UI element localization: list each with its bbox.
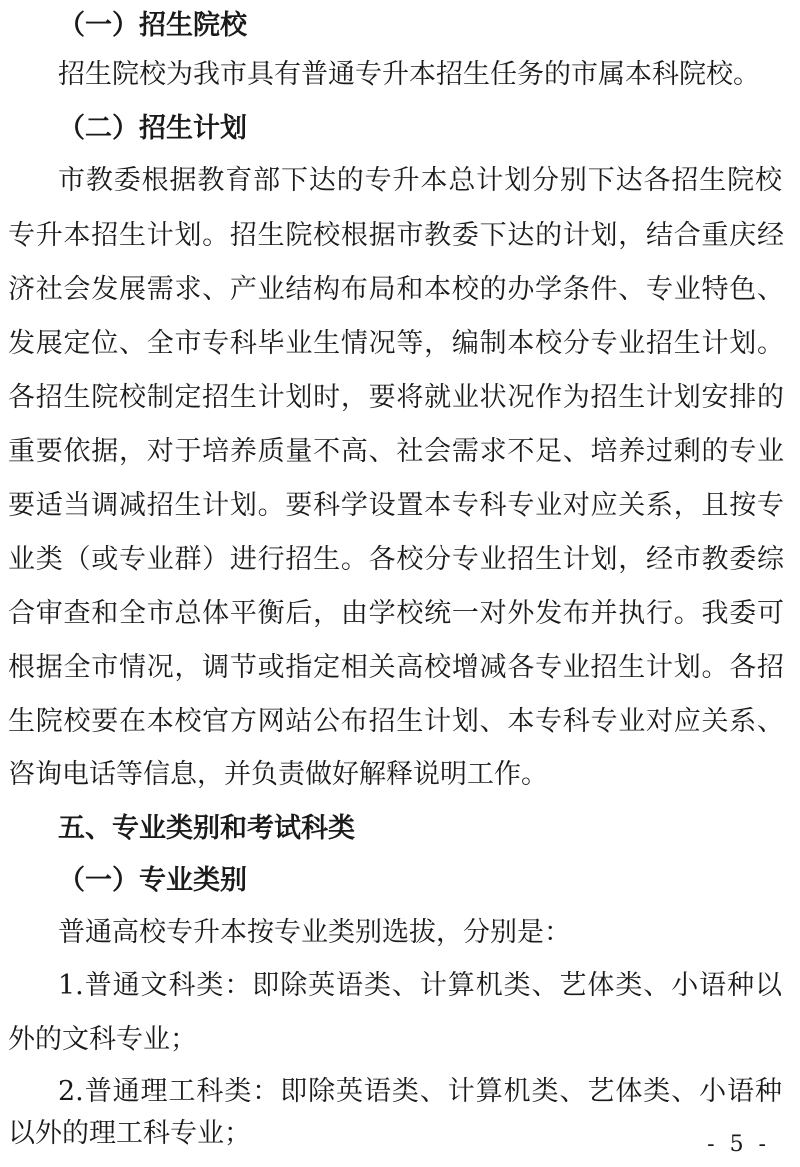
- paragraph-line: 生院校要在本校官方网站公布招生计划、本专科专业对应关系、: [8, 706, 784, 737]
- paragraph-line: 市教委根据教育部下达的专升本总计划分别下达各招生院校: [58, 165, 782, 196]
- page-number: - 5 -: [707, 1132, 770, 1157]
- paragraph-line: 招生院校为我市具有普通专升本招生任务的市属本科院校。: [58, 59, 760, 90]
- list-item-science-engineering: 2.普通理工科类：即除英语类、计算机类、艺体类、小语种: [58, 1076, 782, 1107]
- paragraph-line: 济社会发展需求、产业结构布局和本校的办学条件、专业特色、: [8, 274, 784, 305]
- paragraph-line: 根据全市情况，调节或指定相关高校增减各专业招生计划。各招: [8, 652, 784, 683]
- paragraph-line: 合审查和全市总体平衡后，由学校统一对外发布并执行。我委可: [8, 598, 784, 629]
- paragraph-line: 咨询电话等信息，并负责做好解释说明工作。: [8, 759, 548, 790]
- section-heading-admission-schools: （一）招生院校: [58, 10, 247, 41]
- paragraph-line: 专升本招生计划。招生院校根据市教委下达的计划，结合重庆经: [8, 220, 784, 251]
- list-item-liberal-arts-continued: 外的文科专业；: [8, 1024, 197, 1055]
- paragraph-line: 各招生院校制定招生计划时，要将就业状况作为招生计划安排的: [8, 382, 784, 413]
- paragraph-line: 重要依据，对于培养质量不高、社会需求不足、培养过剩的专业: [8, 436, 784, 467]
- paragraph-line: 业类（或专业群）进行招生。各校分专业招生计划，经市教委综: [8, 544, 784, 575]
- paragraph-line: 普通高校专升本按专业类别选拔，分别是：: [58, 917, 571, 948]
- section-heading-major-categories: （一）专业类别: [58, 865, 247, 896]
- section-heading-admission-plan: （二）招生计划: [58, 113, 247, 144]
- list-item-science-engineering-continued: 以外的理工科专业；: [8, 1118, 251, 1149]
- section-heading-majors-and-exam-categories: 五、专业类别和考试科类: [58, 813, 355, 844]
- list-item-liberal-arts: 1.普通文科类：即除英语类、计算机类、艺体类、小语种以: [58, 970, 782, 1001]
- paragraph-line: 发展定位、全市专科毕业生情况等，编制本校分专业招生计划。: [8, 328, 784, 359]
- paragraph-line: 要适当调减招生计划。要科学设置本专科专业对应关系，且按专: [8, 490, 784, 521]
